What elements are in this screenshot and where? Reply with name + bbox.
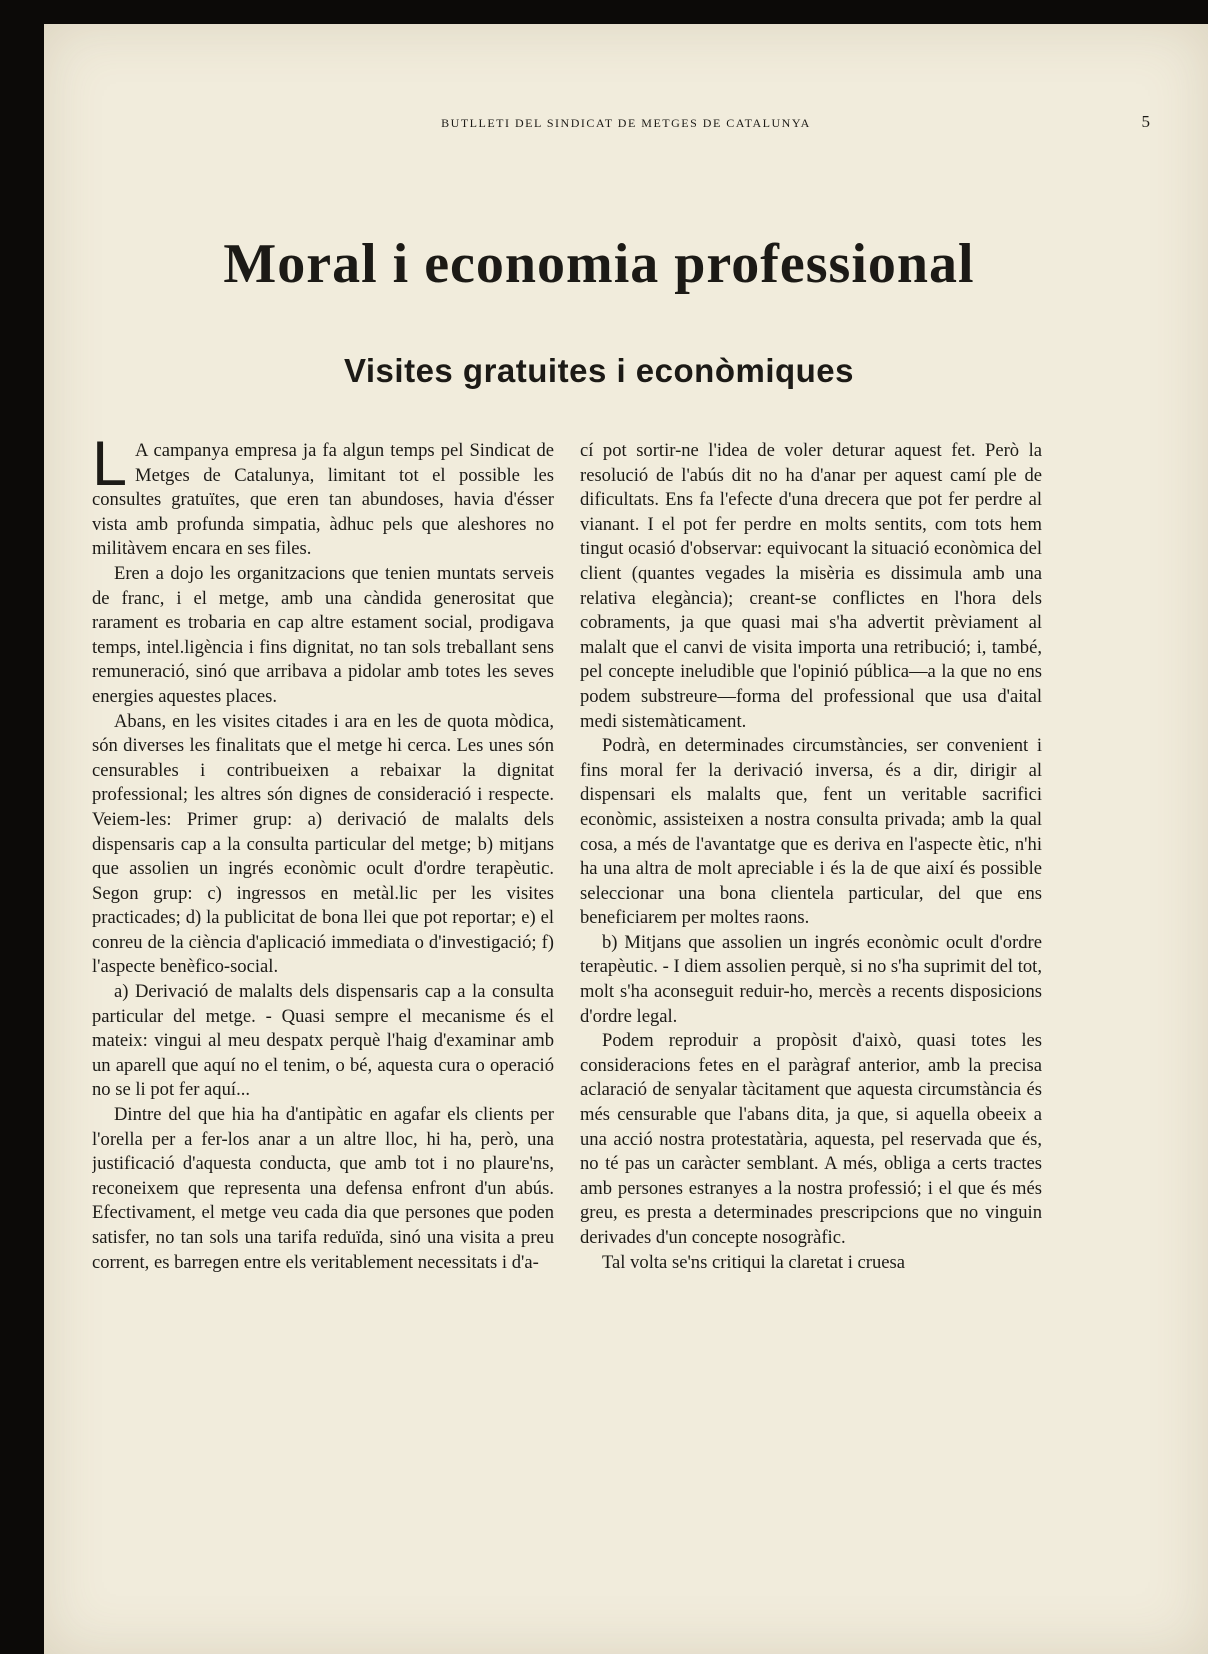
header (44, 112, 1208, 140)
paragraph: Podem reproduir a propòsit d'això, quasi totes les consideracions fetes en el paràgraf anterior, amb la precisa aclaració de senyalar tàcitament que aquesta circumstància és més censurable que l'abans dita, ja que, si aquella obeeix a una acció nostra protestatària, aquesta, pel reservada que és, no té pas un caràcter semblant. A més, obliga a certs tractes amb persones estranyes a la nostra professió; i el que és més greu, es presta a determinades prescripcions que no vinguin derivades d'un concepte nosogràfic. (580, 1030, 1042, 1248)
paragraph: a) Derivació de malalts dels dispensaris cap a la consulta particular del metge. - Quasi sempre el mecanisme és el mateix: vingui al meu despatx perquè l'haig d'examinar amb un aparell que aquí no el tenim, o bé, aquesta cura o operació no se li pot fer aquí... (92, 981, 554, 1101)
running-head: BUTLLETI DEL SINDICAT DE METGES DE CATALUNYA (441, 116, 811, 130)
paragraph-text: A campanya empresa ja fa algun temps pel Sindicat de Metges de Catalunya, limitant tot el possible les consultes gratuïtes, que eren tan abundoses, havia d'ésser vista amb profunda simpatia, àdhuc pels que aleshores no militàvem encara en ses files. (92, 440, 554, 560)
right-column (580, 439, 1042, 1529)
paragraph: Eren a dojo les organitzacions que tenien muntats serveis de franc, i el metge, amb una càndida generositat que rarament es trobaria en cap altre estament social, prodigava temps, intel.ligència i fins dignitat, no tan sols treballant sens remuneració, sinó que arribava a pidolar amb totes les seves energies aquestes places. (92, 562, 554, 707)
paragraph: Dintre del que hia ha d'antipàtic en agafar els clients per l'orella per a fer-los anar a un altre lloc, hi ha, però, una justificació d'aquesta conducta, que amb tot i no plaure'ns, reconeixem que representa una defensa enfront d'un abús. Efectivament, el metge veu cada dia que persones que poden satisfer, no tan sols una tarifa reduïda, sinó una visita a preu corrent, es barregen entre els veritablement necessitats i d'a- (92, 1104, 554, 1273)
paragraph (92, 439, 554, 562)
left-column (92, 439, 554, 1529)
page (44, 24, 1208, 1654)
paragraph: cí pot sortir-ne l'idea de voler deturar aquest fet. Però la resolució de l'abús dit no ha d'anar per aquest camí ple de dificultats. Ens fa l'efecte d'una drecera que pot fer perdre al vianant. I el pot fer perdre en molts sentits, com tots hem tingut ocasió d'observar: equivocant la situació econòmica del client (quantes vegades la misèria es dissimula amb una relativa elegància); creant-se conflictes en l'hora dels cobraments, ja que quasi mai s'ha advertit prèviament al malalt que el canvi de visita importa una retribució; i, també, pel concepte ineludible que l'opinió pública—a la que no ens podem substreure—forma del professional que usa d'aital medi sistemàticament. (580, 440, 1042, 732)
article-subtitle: Visites gratuites i econòmiques (343, 352, 855, 389)
paragraph: Abans, en les visites citades i ara en les de quota mòdica, són diverses les finalitats que el metge hi cerca. Les unes són censurables i contribueixen a rebaixar la dignitat professional; les altres són dignes de consideració i respecte. Veiem-les: Primer grup: a) derivació de malalts dels dispensaris cap a la consulta particular del metge; b) mitjans que assolien un ingrés econòmic ocult d'ordre terapèutic. Segon grup: c) ingressos en metàl.lic per les visites practicades; d) la publicitat de bona llei que pot reportar; e) el conreu de la ciència d'aplicació immediata o d'investigació; f) l'aspecte benèfico-social. (92, 710, 554, 978)
page-number: 5 (1141, 112, 1150, 131)
drop-cap: L (92, 439, 128, 499)
paragraph: Tal volta se'ns critiqui la claretat i cruesa (602, 1251, 906, 1273)
paragraph: b) Mitjans que assolien un ingrés econòmic ocult d'ordre terapèutic. - I diem assolien perquè, si no s'ha suprimit del tot, molt s'ha aconseguit reduir-ho, mercès a recents disposicions d'ordre legal. (580, 931, 1042, 1027)
paragraph: Podrà, en determinades circumstàncies, ser convenient i fins moral fer la derivació inversa, és a dir, dirigir al dispensari els malalts que, fent un veritable sacrifici econòmic, assisteixen a nostra consulta privada; amb la qual cosa, a més de l'avantatge que es deriva en l'aspecte ètic, n'hi ha una altra de molt apreciable i és la de que així és possible seleccionar una bona clientela particular, del que ens beneficiarem per moltes raons. (580, 735, 1042, 929)
article-title: Moral i economia professional (223, 233, 975, 295)
